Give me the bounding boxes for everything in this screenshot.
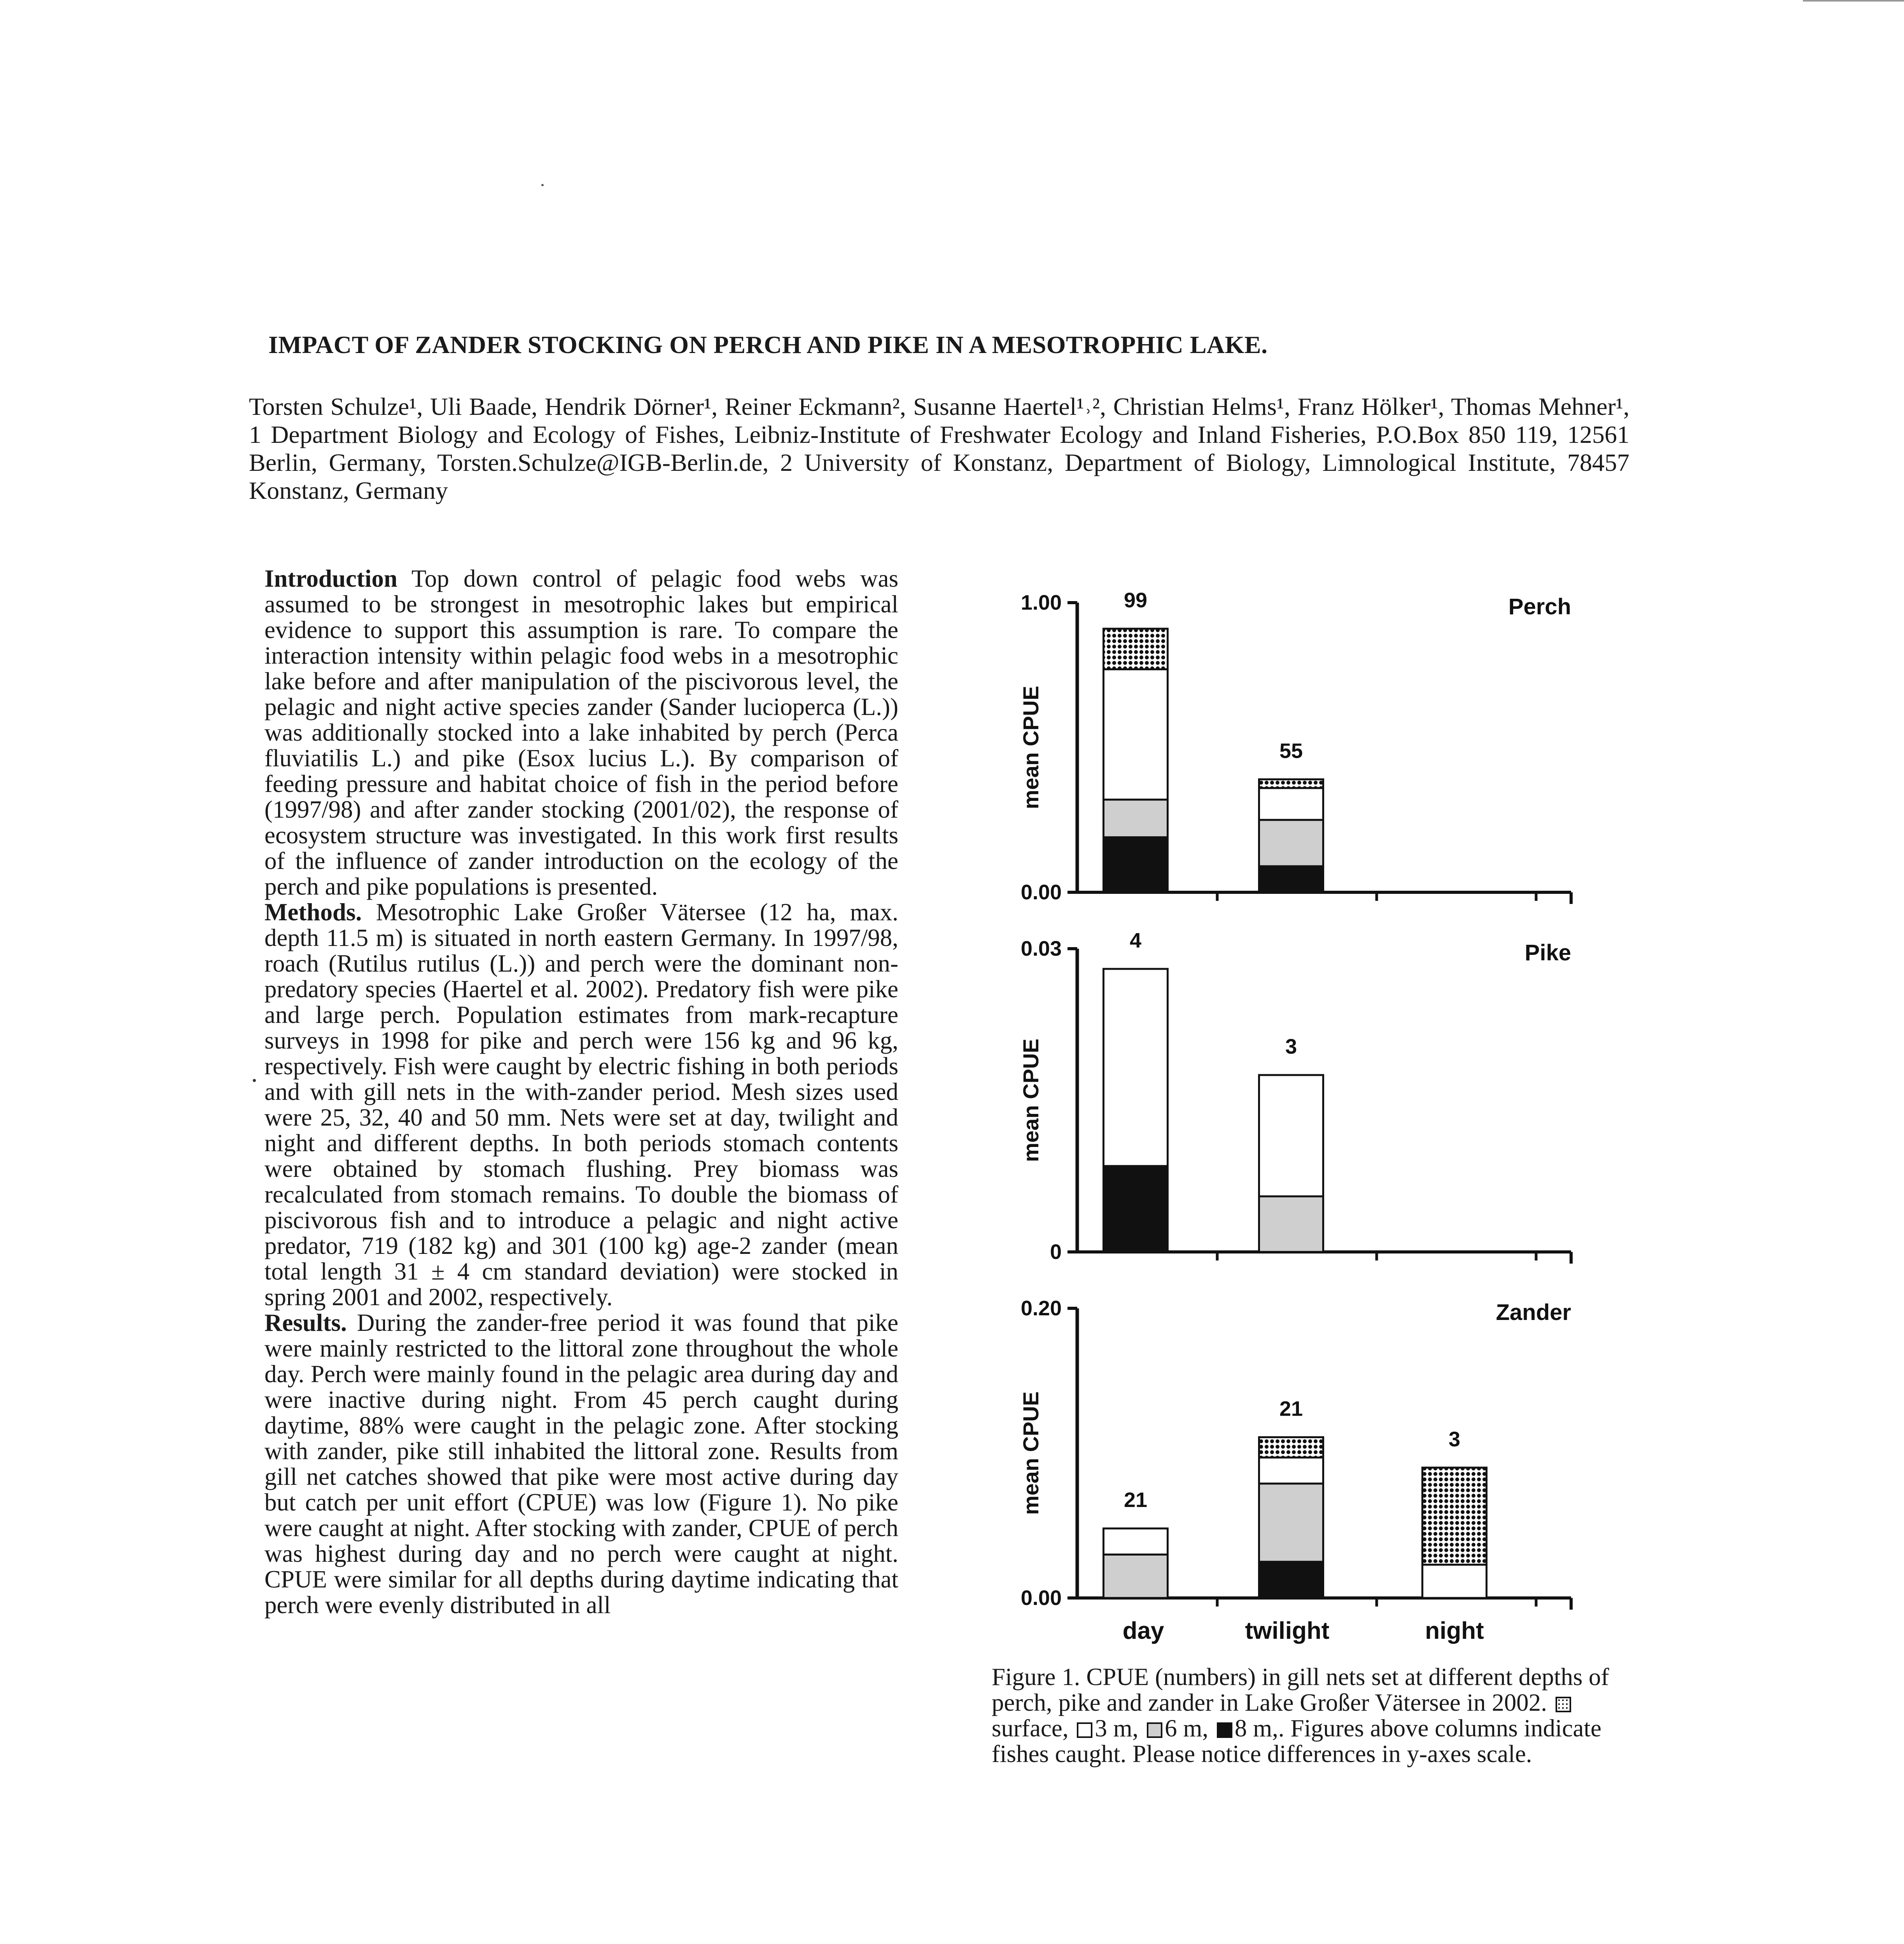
bar-zander-twilight-surface <box>1259 1437 1323 1458</box>
bar-zander-day-6 <box>1104 1554 1168 1598</box>
legend-3m-swatch <box>1077 1722 1092 1738</box>
bar-perch-twilight-6 <box>1259 820 1323 866</box>
figure-caption <box>992 1664 1626 1767</box>
bar-count-label: 4 <box>1129 929 1142 952</box>
bar-count-label: 21 <box>1279 1397 1303 1421</box>
panel-title-zander: Zander <box>1496 1300 1571 1325</box>
results-heading: Results. <box>264 1309 347 1336</box>
bar-perch-day-3 <box>1104 669 1168 799</box>
y-axis-label: mean CPUE <box>1018 1038 1043 1162</box>
left-column <box>264 566 898 1618</box>
legend-3m-label: 3 m, <box>1095 1715 1139 1742</box>
caption-text-1: Figure 1. CPUE (numbers) in gill nets set at different depths of perch, pike and zander in Lake Großer Vätersee in 2002. <box>992 1663 1609 1716</box>
introduction-heading: Introduction <box>264 565 397 592</box>
legend-8m-swatch <box>1217 1722 1232 1738</box>
paper-title: IMPACT OF ZANDER STOCKING ON PERCH AND PIKE IN A MESOTROPHIC LAKE. <box>268 331 1268 358</box>
bar-count-label: 55 <box>1279 739 1303 763</box>
caption-text-2: Figures above columns indicate fishes caught. Please notice differences in y-axes scale. <box>992 1715 1601 1767</box>
bar-perch-twilight-3 <box>1259 788 1323 820</box>
bar-perch-day-6 <box>1104 800 1168 837</box>
page-corner-line <box>1803 0 1904 2</box>
y-tick-label-min: 0 <box>1050 1240 1062 1264</box>
y-tick-label-max: 0.20 <box>1020 1297 1062 1320</box>
methods-heading: Methods. <box>264 899 362 926</box>
introduction-text: Top down control of pelagic food webs was assumed to be strongest in mesotrophic lakes but empirical evidence to support this assumption is rare. To compare the interaction intensity within pelagic food webs in a mesotrophic lake before and after manipulation of the piscivorous level, the pelagic and night active species zander (Sander lucioperca (L.)) was additionally stocked into a lake inhabited by perch (Perca fluviatilis L.) and pike (Esox lucius L.). By comparison of feeding pressure and habitat choice of fish in the period before (1997/98) and after zander stocking (2001/02), the response of ecosystem structure was investigated. In this work first results of the influence of zander introduction on the ecology of the perch and pike populations is presented. <box>264 565 898 900</box>
methods-paragraph <box>264 899 898 1310</box>
bar-zander-twilight-3 <box>1259 1458 1323 1484</box>
bar-zander-night-surface <box>1423 1468 1487 1565</box>
bar-count-label: 3 <box>1285 1035 1297 1058</box>
legend-6m-label: 6 m, <box>1165 1715 1209 1742</box>
bar-pike-day-3 <box>1104 969 1168 1166</box>
results-paragraph <box>264 1310 898 1618</box>
panel-title-pike: Pike <box>1524 940 1571 965</box>
introduction-paragraph <box>264 566 898 899</box>
x-category-label: day <box>1122 1617 1164 1644</box>
scan-speck <box>541 184 544 186</box>
legend-8m-label: 8 m,. <box>1234 1715 1284 1742</box>
bar-perch-twilight-surface <box>1259 779 1323 788</box>
bar-count-label: 21 <box>1124 1488 1148 1512</box>
methods-text: Mesotrophic Lake Großer Vätersee (12 ha, max. depth 11.5 m) is situated in north eastern Germany. In 1997/98, roach (Rutilus rutilus (L.)) and perch were the dominant non-predatory species (Haertel et al. 2002). Predatory fish were pike and large perch. Population estimates from mark-recapture surveys in 1998 for pike and perch were 156 kg and 96 kg, respectively. Fish were caught by electric fishing in both periods and with gill nets in the with-zander period. Mesh sizes used were 25, 32, 40 and 50 mm. Nets were set at day, twilight and night and different depths. In both periods stomach contents were obtained by stomach flushing. Prey biomass was recalculated from stomach remains. To double the biomass of piscivorous fish and to introduce a pelagic and night active predator, 719 (182 kg) and 301 (100 kg) age-2 zander (mean total length 31 ± 4 cm standard deviation) were stocked in spring 2001 and 2002, respectively. <box>264 899 899 1311</box>
y-tick-label-min: 0.00 <box>1020 881 1062 904</box>
x-category-label: twilight <box>1245 1617 1330 1644</box>
y-tick-label-max: 1.00 <box>1020 591 1062 614</box>
margin-mark <box>253 1079 256 1082</box>
author-affiliations: Torsten Schulze¹, Uli Baade, Hendrik Dörner¹, Reiner Eckmann², Susanne Haertel¹˒², Christian Helms¹, Franz Hölker¹, Thomas Mehner¹, 1 Department Biology and Ecology of Fishes, Leibniz-Institute of Freshwater Ecology and Inland Fisheries, P.O.Box 850 119, 12561 Berlin, Germany, Torsten.Schulze@IGB-Berlin.de, 2 University of Konstanz, Department of Biology, Limnological Institute, 78457 Konstanz, Germany <box>249 393 1629 504</box>
bar-perch-day-surface <box>1104 629 1168 669</box>
y-axis-label: mean CPUE <box>1018 1391 1043 1515</box>
bar-zander-twilight-6 <box>1259 1484 1323 1562</box>
bar-count-label: 3 <box>1448 1427 1461 1451</box>
bar-pike-twilight-3 <box>1259 1075 1323 1196</box>
x-category-label: night <box>1425 1617 1484 1644</box>
panel-title-perch: Perch <box>1508 594 1571 619</box>
legend-surface-label: surface, <box>992 1715 1069 1742</box>
results-text: During the zander-free period it was found that pike were mainly restricted to the littoral zone throughout the whole day. Perch were mainly found in the pelagic area during day and were inactive during night. From 45 perch caught during daytime, 88% were caught in the pelagic zone. After stocking with zander, pike still inhabited the littoral zone. Results from gill net catches showed that pike were most active during day but catch per unit effort (CPUE) was low (Figure 1). No pike were caught at night. After stocking with zander, CPUE of perch was highest during day and no perch were caught at night. CPUE were similar for all depths during daytime indicating that perch were evenly distributed in all <box>264 1309 899 1619</box>
bar-perch-twilight-8 <box>1259 866 1323 892</box>
bar-zander-day-3 <box>1104 1528 1168 1554</box>
bar-zander-twilight-8 <box>1259 1562 1323 1598</box>
y-axis-label: mean CPUE <box>1018 685 1043 809</box>
bar-pike-twilight-6 <box>1259 1196 1323 1252</box>
y-tick-label-max: 0.03 <box>1020 937 1062 960</box>
legend-surface-swatch <box>1556 1697 1571 1712</box>
bar-perch-day-8 <box>1104 837 1168 892</box>
legend-6m-swatch <box>1147 1722 1162 1738</box>
bar-zander-night-3 <box>1423 1565 1487 1598</box>
bar-count-label: 99 <box>1124 589 1148 612</box>
bar-pike-day-8 <box>1104 1166 1168 1252</box>
y-tick-label-min: 0.00 <box>1020 1586 1062 1610</box>
figure-1-chart <box>964 568 1626 1656</box>
